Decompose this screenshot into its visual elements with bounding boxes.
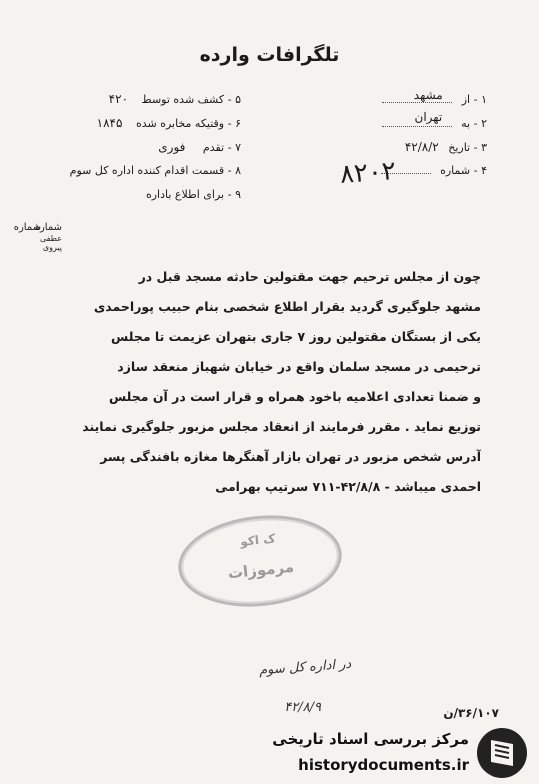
field-decoded-by-value: ۴۲۰ (108, 92, 129, 106)
body-line: مشهد جلوگیری گردید بقرار اطلاع شخصی بنام حبیب پوراحمدی (93, 299, 481, 314)
field-number (381, 164, 487, 177)
document-title: تلگرافات وارده (199, 44, 340, 66)
field-dots (382, 102, 452, 103)
telegram-body (51, 262, 481, 502)
field-number-label: ۴ - شماره (440, 164, 487, 177)
watermark-url: historydocuments.ir (298, 756, 469, 774)
body-line: احمدی میباشد - ۴۲/۸/۸-۷۱۱ سرتیپ بهرامی (215, 479, 481, 494)
body-line: چون از مجلس ترحیم جهت مقتولین حادثه مسجد قبل در (138, 269, 481, 284)
handwritten-date: ۴۲/۸/۹ (284, 700, 321, 715)
stamp-main-text: مرموزات (227, 557, 295, 583)
field-from-label: ۱ - از (461, 93, 487, 106)
handwritten-note: در اداره کل سوم (258, 656, 352, 679)
field-date (405, 140, 487, 154)
field-action-unit (70, 164, 241, 177)
ref-label: شماره (34, 222, 62, 233)
field-info-to-label: ۹ - برای اطلاع باداره (145, 188, 241, 201)
field-date-label: ۳ - تاریخ (448, 141, 487, 154)
ref-peyrovi: پیروی (42, 243, 62, 252)
ref-number-label: شماره (13, 222, 41, 233)
ref-atfi: عطفی (39, 234, 62, 243)
archive-stamp (174, 508, 347, 615)
field-priority (158, 140, 241, 154)
field-to (351, 110, 487, 130)
field-action-unit-label: ۸ - قسمت اقدام کننده اداره کل سوم (69, 164, 241, 177)
field-from-value: مشهد (413, 88, 443, 102)
field-number-value: ۸۲۰۲ (339, 156, 397, 190)
field-info-to (146, 188, 241, 201)
ref-block (12, 222, 62, 252)
field-sent-time-value: ۱۸۴۵ (96, 116, 123, 130)
body-line: آدرس شخص مزبور در تهران بازار آهنگرها مغازه بافندگی پسر (100, 449, 481, 464)
watermark-footer (0, 722, 539, 784)
field-dots (382, 126, 452, 127)
field-to-value: تهران (414, 110, 443, 124)
field-sent-time-label: ۶ - وقتیکه مخابره شده (135, 117, 241, 130)
field-date-value: ۴۲/۸/۲ (404, 140, 439, 154)
archive-logo-icon (475, 726, 529, 780)
watermark-org-name: مرکز بررسی اسناد تاریخی (272, 730, 469, 748)
field-sent-time (97, 116, 241, 130)
field-decoded-by-label: ۵ - کشف شده توسط (141, 93, 241, 106)
body-line: ترحیمی در مسجد سلمان واقع در خیابان شهباز منعقد سازد (117, 359, 481, 374)
field-decoded-by (109, 92, 241, 106)
field-priority-value: فوری (158, 140, 186, 154)
document-code: ۳۶/۱۰۷/ن (443, 706, 499, 720)
body-line: توزیع نماید . مقرر فرمایند از انعقاد مجلس مزبور جلوگیری نمایند (82, 419, 481, 434)
body-line: و ضمنا تعدادی اعلامیه باخود همراه و قرار است در آن مجلس (109, 389, 481, 404)
field-priority-label: ۷ - تقدم (202, 141, 241, 154)
field-to-label: ۲ - به (461, 117, 487, 130)
field-from (350, 88, 487, 106)
stamp-top-text: ک اکو (239, 531, 276, 549)
body-line: یکی از بستگان مقتولین روز ۷ جاری بتهران عزیمت تا مجلس (111, 329, 481, 344)
